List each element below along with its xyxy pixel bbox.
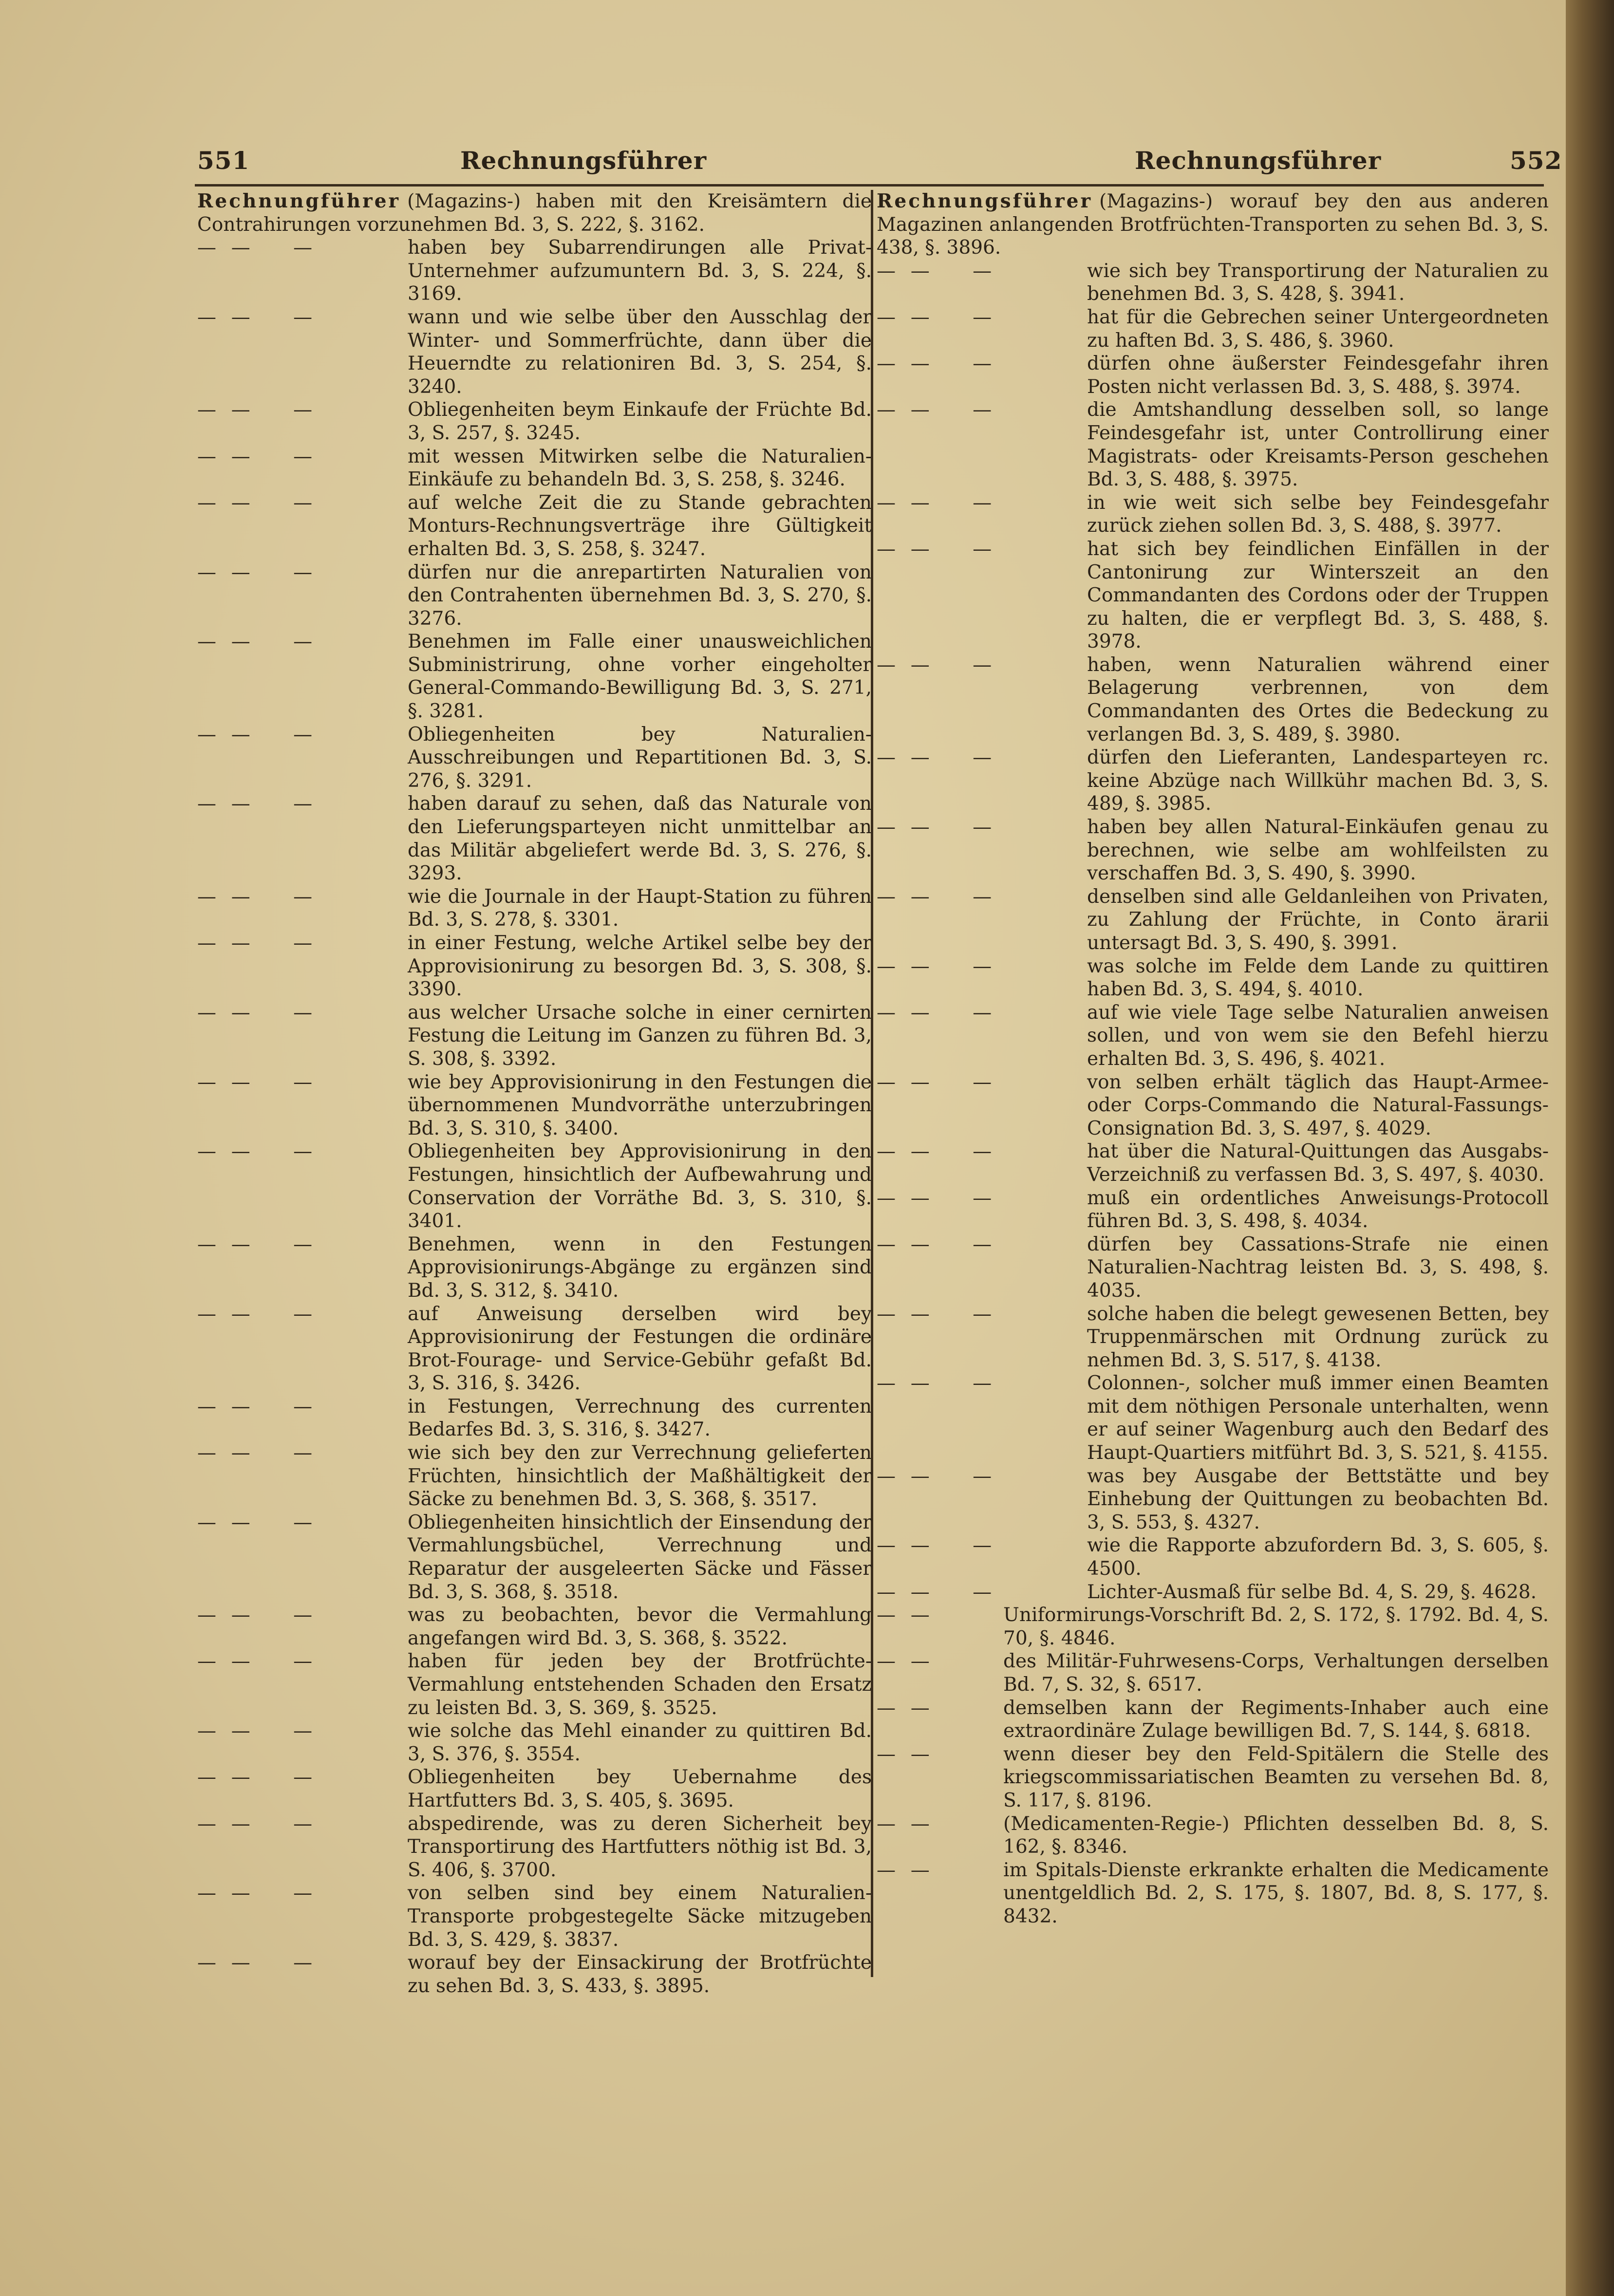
index-entry — [197, 792, 872, 885]
ditto-dashes: — — — — [877, 1372, 993, 1395]
entry-text: hat für die Gebrechen seiner Untergeordneten zu haften Bd. 3, S. 486, §. 3960. — [1087, 306, 1549, 352]
ditto-dashes: — — — — [877, 491, 993, 514]
entry-text: Obliegenheiten bey Naturalien-Ausschreibungen und Repartitionen Bd. 3, S. 276, §. 3291. — [408, 723, 872, 792]
index-entry — [877, 1650, 1549, 1696]
index-entry — [197, 932, 872, 1001]
index-entry — [197, 1951, 872, 1997]
entry-text: haben bey allen Natural-Einkäufen genau zu berechnen, wie selbe am wohlfeilsten zu verschaffen Bd. 3, S. 490, §. 3990. — [1087, 816, 1549, 885]
ditto-dashes: — — — — [197, 1511, 314, 1533]
index-entry — [197, 561, 872, 631]
index-entry — [877, 1812, 1549, 1859]
entry-text: haben für jeden bey der Brotfrüchte-Vermahlung entstehenden Schaden den Ersatz zu leisten Bd. 3, S. 369, §. 3525. — [408, 1650, 872, 1719]
ditto-dashes: — — — — [197, 561, 314, 583]
entry-text: Uniformirungs-Vorschrift Bd. 2, S. 172, §. 1792. Bd. 4, S. 70, §. 4846. — [1003, 1604, 1549, 1649]
ditto-dashes: — — — — [197, 491, 314, 514]
index-entry — [877, 1303, 1549, 1372]
entry-text: auf Anweisung derselben wird bey Approvisionirung der Festungen die ordinäre Brot-Fourage- und Service-Gebühr gefaßt Bd. 3, S. 316, §. 3426. — [408, 1303, 872, 1395]
index-entry — [197, 1882, 872, 1951]
ditto-dashes: — — — — [877, 1140, 993, 1163]
entry-headword: Rechnungführer — [197, 190, 401, 212]
entry-headword: Rechnungsführer — [877, 190, 1093, 212]
index-entry — [877, 538, 1549, 653]
entry-text: aus welcher Ursache solche in einer cernirten Festung die Leitung im Ganzen zu führen Bd. 3, S. 308, §. 3392. — [408, 1001, 872, 1070]
ditto-dashes: — — — — [197, 1140, 314, 1163]
ditto-dashes: — — — — [877, 538, 993, 560]
ditto-dashes: — — — [877, 1743, 931, 1765]
index-entry — [877, 1465, 1549, 1534]
entry-text: wie die Rapporte abzufordern Bd. 3, S. 605, §. 4500. — [1087, 1534, 1549, 1580]
entry-text: auf welche Zeit die zu Stande gebrachten Monturs-Rechnungsverträge ihre Gültigkeit erhalten Bd. 3, S. 258, §. 3247. — [408, 491, 872, 560]
ditto-dashes: — — — — [197, 1233, 314, 1255]
index-entry — [877, 1071, 1549, 1140]
entry-text: was zu beobachten, bevor die Vermahlung angefangen wird Bd. 3, S. 368, §. 3522. — [408, 1604, 872, 1649]
ditto-dashes: — — — — [197, 631, 314, 653]
entry-text: denselben sind alle Geldanleihen von Privaten, zu Zahlung der Früchte, in Conto ärarii untersagt Bd. 3, S. 490, §. 3991. — [1087, 885, 1549, 954]
entry-text: Obliegenheiten beym Einkaufe der Früchte Bd. 3, S. 257, §. 3245. — [408, 399, 872, 444]
index-entry — [197, 1233, 872, 1303]
index-entry — [877, 1233, 1549, 1303]
ditto-dashes: — — — — [877, 399, 993, 421]
index-entry — [877, 885, 1549, 955]
index-entry — [197, 1604, 872, 1650]
entry-text: wie solche das Mehl einander zu quittiren Bd. 3, S. 376, §. 3554. — [408, 1720, 872, 1765]
entry-text: mit wessen Mitwirken selbe die Naturalien-Einkäufe zu behandeln Bd. 3, S. 258, §. 3246. — [408, 445, 872, 491]
ditto-dashes: — — — [877, 1812, 931, 1835]
index-entry — [197, 398, 872, 445]
entry-text: im Spitals-Dienste erkrankte erhalten die Medicamente unentgeldlich Bd. 2, S. 175, §. 1807, Bd. 8, S. 177, §. 8432. — [1003, 1859, 1549, 1927]
header-rule — [195, 184, 1544, 187]
index-entry — [197, 1303, 872, 1395]
ditto-dashes: — — — — [877, 1187, 993, 1209]
index-entry — [877, 1187, 1549, 1233]
entry-text: haben darauf zu sehen, daß das Naturale von den Lieferungsparteyen nicht unmittelbar an das Militär abgeliefert werde Bd. 3, S. 276, §. 3293. — [408, 793, 872, 885]
index-entry — [877, 491, 1549, 538]
entry-text: worauf bey der Einsackirung der Brotfrüchte zu sehen Bd. 3, S. 433, §. 3895. — [408, 1952, 872, 1997]
left-running-title: Rechnungsführer — [460, 146, 707, 175]
ditto-dashes: — — — — [877, 816, 993, 839]
entry-text: (Magazins-) haben mit den Kreisämtern die Contrahirungen vorzunehmen Bd. 3, S. 222, §. 3162. — [197, 190, 872, 236]
index-entry — [877, 1534, 1549, 1580]
right-page-number: 552 — [1510, 146, 1562, 175]
index-entry — [877, 1743, 1549, 1812]
ditto-dashes: — — — — [877, 306, 993, 328]
ditto-dashes: — — — — [197, 1882, 314, 1904]
index-entry — [877, 352, 1549, 398]
index-entry — [197, 1766, 872, 1812]
ditto-dashes: — — — — [197, 399, 314, 421]
entry-text: Benehmen, wenn in den Festungen Approvisionirungs-Abgänge zu ergänzen sind Bd. 3, S. 312, §. 3410. — [408, 1233, 872, 1302]
ditto-dashes: — — — [877, 1859, 931, 1881]
index-entry — [877, 816, 1549, 885]
entry-text: dürfen den Lieferanten, Landesparteyen rc. keine Abzüge nach Willkühr machen Bd. 3, S. 489, §. 3985. — [1087, 747, 1549, 815]
ditto-dashes: — — — — [877, 653, 993, 676]
index-entry — [877, 1604, 1549, 1650]
entry-text: haben, wenn Naturalien während einer Belagerung verbrennen, von dem Commandanten des Ortes die Bedeckung zu verlangen Bd. 3, S. 489, §. 3980. — [1087, 653, 1549, 746]
entry-text: wie sich bey den zur Verrechnung gelieferten Früchten, hinsichtlich der Maßhältigkeit der Säcke zu benehmen Bd. 3, S. 368, §. 3517. — [408, 1442, 872, 1511]
entry-text: Obliegenheiten hinsichtlich der Einsendung der Vermahlungsbüchel, Verrechnung und Reparatur der ausgeleerten Säcke und Fässer Bd. 3, S. 368, §. 3518. — [408, 1511, 872, 1603]
left-column — [197, 190, 872, 1997]
ditto-dashes: — — — — [197, 1395, 314, 1418]
right-column — [877, 190, 1549, 1928]
ditto-dashes: — — — — [197, 1071, 314, 1093]
ditto-dashes: — — — — [197, 723, 314, 746]
index-entry — [197, 723, 872, 793]
entry-text: in wie weit sich selbe bey Feindesgefahr zurück ziehen sollen Bd. 3, S. 488, §. 3977. — [1087, 491, 1549, 537]
entry-text: hat über die Natural-Quittungen das Ausgabs-Verzeichniß zu verfassen Bd. 3, S. 497, §. 4030. — [1087, 1140, 1549, 1186]
ditto-dashes: — — — — [877, 1534, 993, 1557]
index-entry — [197, 1511, 872, 1604]
index-entry — [877, 746, 1549, 816]
index-entry — [197, 1441, 872, 1511]
entry-text: Colonnen-, solcher muß immer einen Beamten mit dem nöthigen Personale unterhalten, wenn er auf seiner Wagenburg auch den Bedarf des Haupt-Quartiers mitführt Bd. 3, S. 521, §. 4155. — [1087, 1372, 1549, 1464]
index-entry — [197, 1140, 872, 1232]
index-entry — [197, 1001, 872, 1071]
ditto-dashes: — — — — [197, 793, 314, 815]
entry-text: von selben erhält täglich das Haupt-Armee- oder Corps-Commando die Natural-Fassungs-Consignation Bd. 3, S. 497, §. 4029. — [1087, 1071, 1549, 1139]
index-entry — [197, 491, 872, 561]
ditto-dashes: — — — — [877, 885, 993, 908]
ditto-dashes: — — — — [197, 237, 314, 259]
entry-text: wie sich bey Transportirung der Naturalien zu benehmen Bd. 3, S. 428, §. 3941. — [1087, 260, 1549, 305]
entry-text: muß ein ordentliches Anweisungs-Protocoll führen Bd. 3, S. 498, §. 4034. — [1087, 1187, 1549, 1232]
entry-text: wann und wie selbe über den Ausschlag der Winter- und Sommerfrüchte, dann über die Heuerndte zu relationiren Bd. 3, S. 254, §. 3240. — [408, 306, 872, 398]
index-entry — [877, 1001, 1549, 1071]
index-entry — [877, 653, 1549, 746]
entry-text: Benehmen im Falle einer unausweichlichen Subministrirung, ohne vorher eingeholter General-Commando-Bewilligung Bd. 3, S. 271, §. 3281. — [408, 631, 872, 723]
ditto-dashes: — — — — [197, 1952, 314, 1974]
entry-text: was solche im Felde dem Lande zu quittiren haben Bd. 3, S. 494, §. 4010. — [1087, 955, 1549, 1001]
index-entry — [877, 306, 1549, 352]
ditto-dashes: — — — — [197, 306, 314, 328]
entry-text: dürfen bey Cassations-Strafe nie einen Naturalien-Nachtrag leisten Bd. 3, S. 498, §. 4035. — [1087, 1233, 1549, 1302]
entry-text: dürfen nur die anrepartirten Naturalien von den Contrahenten übernehmen Bd. 3, S. 270, §. 3276. — [408, 561, 872, 630]
entry-text: dürfen ohne äußerster Feindesgefahr ihren Posten nicht verlassen Bd. 3, S. 488, §. 3974. — [1087, 353, 1549, 398]
ditto-dashes: — — — — [877, 260, 993, 282]
ditto-dashes: — — — — [877, 1233, 993, 1255]
ditto-dashes: — — — — [877, 353, 993, 375]
ditto-dashes: — — — — [197, 1001, 314, 1024]
ditto-dashes: — — — — [197, 1442, 314, 1464]
index-entry — [197, 236, 872, 306]
index-entry — [877, 1859, 1549, 1928]
ditto-dashes: — — — — [877, 1071, 993, 1093]
index-entry — [877, 260, 1549, 306]
ditto-dashes: — — — — [877, 1001, 993, 1024]
ditto-dashes: — — — — [197, 1604, 314, 1626]
index-entry — [877, 1372, 1549, 1464]
index-entry — [877, 1140, 1549, 1186]
entry-text: was bey Ausgabe der Bettstätte und bey Einhebung der Quittungen zu beobachten Bd. 3, S. 553, §. 4327. — [1087, 1465, 1549, 1533]
ditto-dashes: — — — — [197, 885, 314, 908]
ditto-dashes: — — — — [877, 1303, 993, 1325]
ditto-dashes: — — — [877, 1650, 931, 1673]
entry-text: abspedirende, was zu deren Sicherheit bey Transportirung des Hartfutters nöthig ist Bd. 3, S. 406, §. 3700. — [408, 1812, 872, 1881]
entry-text: demselben kann der Regiments-Inhaber auch eine extraordinäre Zulage bewilligen Bd. 7, S. 144, §. 6818. — [1003, 1697, 1549, 1742]
entry-text: haben bey Subarrendirungen alle Privat-Unternehmer aufzumuntern Bd. 3, S. 224, §. 3169. — [408, 237, 872, 305]
left-page-number: 551 — [197, 146, 250, 175]
entry-text: wie die Journale in der Haupt-Station zu führen Bd. 3, S. 278, §. 3301. — [408, 885, 872, 931]
index-entry — [877, 398, 1549, 491]
ditto-dashes: — — — — [877, 747, 993, 769]
entry-text: Lichter-Ausmaß für selbe Bd. 4, S. 29, §. 4628. — [1087, 1581, 1537, 1603]
index-entry — [197, 445, 872, 491]
entry-text: in Festungen, Verrechnung des currenten Bedarfes Bd. 3, S. 316, §. 3427. — [408, 1395, 872, 1441]
index-entry — [197, 1071, 872, 1140]
entry-text: solche haben die belegt gewesenen Betten, bey Truppenmärschen mit Ordnung zurück zu nehmen Bd. 3, S. 517, §. 4138. — [1087, 1303, 1549, 1371]
ditto-dashes: — — — [877, 1697, 931, 1719]
entry-text: hat sich bey feindlichen Einfällen in der Cantonirung zur Winterszeit an den Commandanten des Cordons oder der Truppen zu halten, die er verpflegt Bd. 3, S. 488, §. 3978. — [1087, 538, 1549, 653]
index-entry — [877, 955, 1549, 1001]
index-entry — [197, 885, 872, 932]
index-entry — [197, 1650, 872, 1719]
ditto-dashes: — — — — [197, 445, 314, 467]
entry-text: des Militär-Fuhrwesens-Corps, Verhaltungen derselben Bd. 7, S. 32, §. 6517. — [1003, 1650, 1549, 1696]
ditto-dashes: — — — — [197, 1720, 314, 1742]
entry-text: (Magazins-) worauf bey den aus anderen Magazinen anlangenden Brotfrüchten-Transporten zu sehen Bd. 3, S. 438, §. 3896. — [877, 190, 1549, 259]
ditto-dashes: — — — — [197, 1650, 314, 1673]
index-entry — [197, 1395, 872, 1441]
book-binding-edge — [1566, 0, 1614, 2296]
index-entry — [197, 630, 872, 723]
ditto-dashes: — — — — [197, 1766, 314, 1789]
entry-text: in einer Festung, welche Artikel selbe bey der Approvisionirung zu besorgen Bd. 3, S. 308, §. 3390. — [408, 932, 872, 1001]
entry-text: Obliegenheiten bey Approvisionirung in den Festungen, hinsichtlich der Aufbewahrung und Conservation der Vorräthe Bd. 3, S. 310, §. 3401. — [408, 1140, 872, 1232]
entry-text: Obliegenheiten bey Uebernahme des Hartfutters Bd. 3, S. 405, §. 3695. — [408, 1766, 872, 1811]
entry-text: die Amtshandlung desselben soll, so lange Feindesgefahr ist, unter Controllirung einer Magistrats- oder Kreisamts-Person geschehen Bd. 3, S. 488, §. 3975. — [1087, 399, 1549, 491]
index-entry — [197, 1719, 872, 1766]
ditto-dashes: — — — — [877, 1465, 993, 1487]
ditto-dashes: — — — [877, 1604, 931, 1626]
index-entry — [197, 1812, 872, 1882]
index-entry — [877, 1581, 1549, 1604]
entry-text: auf wie viele Tage selbe Naturalien anweisen sollen, und von wem sie den Befehl hierzu erhalten Bd. 3, S. 496, §. 4021. — [1087, 1001, 1549, 1070]
entry-text: wie bey Approvisionirung in den Festungen die übernommenen Mundvorräthe unterzubringen Bd. 3, S. 310, §. 3400. — [408, 1071, 872, 1139]
index-entry — [877, 1697, 1549, 1743]
index-entry — [197, 306, 872, 398]
ditto-dashes: — — — — [197, 1303, 314, 1325]
ditto-dashes: — — — — [197, 1812, 314, 1835]
entry-text: von selben sind bey einem Naturalien-Transporte probgestegelte Säcke mitzugeben Bd. 3, S. 429, §. 3837. — [408, 1882, 872, 1951]
ditto-dashes: — — — — [877, 955, 993, 977]
right-running-title: Rechnungsführer — [1135, 146, 1382, 175]
ditto-dashes: — — — — [197, 932, 314, 954]
index-entry — [197, 190, 872, 236]
entry-text: (Medicamenten-Regie-) Pflichten desselben Bd. 8, S. 162, §. 8346. — [1003, 1812, 1549, 1858]
index-entry — [877, 190, 1549, 260]
entry-text: wenn dieser bey den Feld-Spitälern die Stelle des kriegscommissariatischen Beamten zu versehen Bd. 8, S. 117, §. 8196. — [1003, 1743, 1549, 1811]
ditto-dashes: — — — — [877, 1581, 993, 1603]
